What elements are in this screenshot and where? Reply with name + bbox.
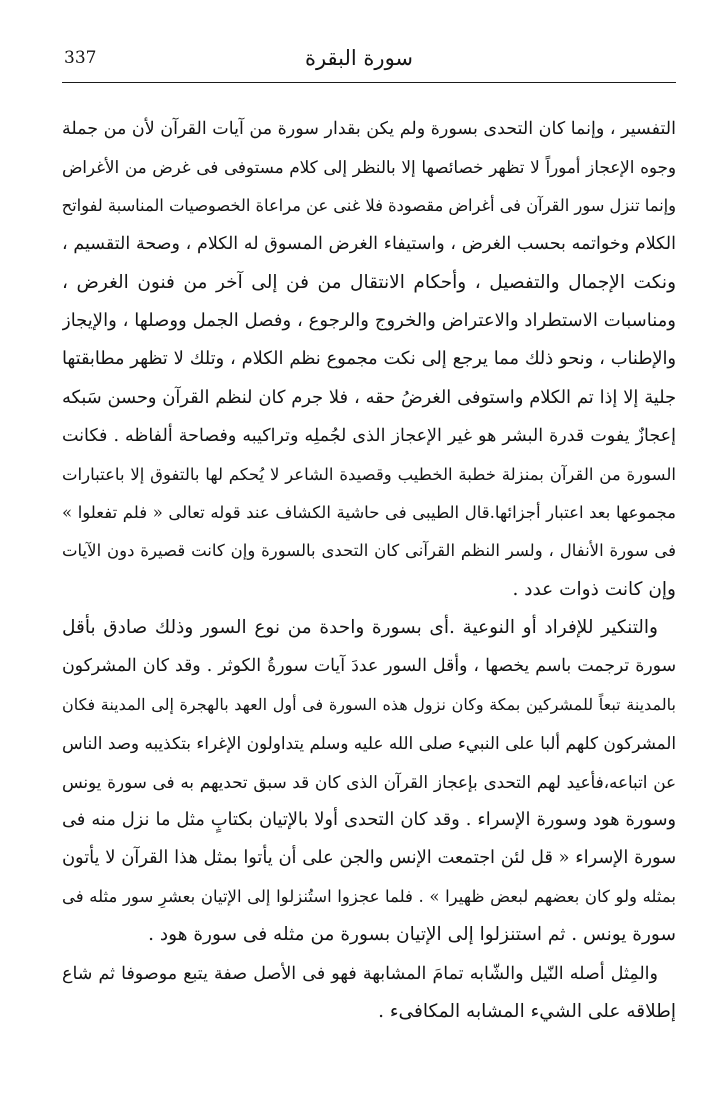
body-text bbox=[62, 110, 676, 1031]
text-line: بالمدينة تبعاً للمشركين بمكة وكان نزول هذه السورة فى أول العهد بالهجرة إلى المدينة فكان bbox=[62, 694, 676, 714]
paragraph-end-line: وإن كانت ذوات عدد . bbox=[512, 578, 676, 600]
page-number: 337 bbox=[64, 48, 97, 68]
text-line: وإنما تنزل سور القرآن فى أغراض مقصودة فلا غنى عن مراعاة الخصوصيات المناسبة لفواتح bbox=[62, 195, 676, 215]
paragraph-start-line: والمِثل أصله النّيل والشّابه تمامَ المشابهة فهو فى الأصل صفة يتبع موصوفا ثم شاع bbox=[62, 963, 658, 984]
running-header-title: سورة البقرة bbox=[304, 46, 414, 70]
text-line: إعجازٌ يفوت قدرة البشر هو غير الإعجاز الذى لجُملِه وتراكيبه وفصاحة ألفاظه . فكانت bbox=[62, 426, 676, 447]
text-line: جلية إلا إذا تم الكلام واستوفى الغرضُ حقه ، فلا جرم كان لنظم القرآن وحسن سَبكه bbox=[62, 387, 676, 408]
text-line: والإطناب ، ونحو ذلك مما يرجع إلى نكت مجموع نظم الكلام ، وتلك لا تظهر مطابقتها bbox=[62, 349, 676, 370]
text-line: مجموعها بعد اعتبار أجزائها.قال الطيبى فى حاشية الكشاف عند قوله تعالى « فلم تفعلوا » bbox=[62, 502, 676, 522]
text-line: ومناسبات الاستطراد والاعتراض والخروج والرجوع ، وفصل الجمل ووصلها ، والإيجاز bbox=[62, 309, 676, 331]
text-line: فى سورة الأنفال ، ولسر النظم القرآنى كان التحدى بالسورة وإن كانت قصيرة دون الآيات bbox=[62, 541, 676, 561]
text-line: المشركون كلهم ألبا على النبيء صلى الله عليه وسلم يتداولون الإغراء بتكذيبه وصد الناس bbox=[62, 733, 676, 754]
paragraph-start-line: والتنكير للإفراد أو النوعية .أى بسورة واحدة من نوع السور وذلك صادق بأقل bbox=[62, 617, 658, 639]
paragraph-end-line: إطلاقه على الشيء المشابه المكافىء . bbox=[378, 1000, 676, 1022]
text-line: سورة الإسراء « قل لئن اجتمعت الإنس والجن على أن يأتوا بمثل هذا القرآن لا يأتون bbox=[62, 848, 676, 869]
text-line: التفسير ، وإنما كان التحدى بسورة ولم يكن بقدار سورة من آيات القرآن لأن من جملة bbox=[62, 119, 676, 139]
text-line: سورة ترجمت باسم يخصها ، وأقل السور عددَ آيات سورةُ الكوثر . وقد كان المشركون bbox=[62, 656, 676, 677]
text-line: السورة من القرآن بمنزلة خطبة الخطيب وقصيدة الشاعر لا يُحكم لها بالتفوق إلا باعتبارات bbox=[62, 464, 676, 484]
text-line: بمثله ولو كان بعضهم لبعض ظهيرا » . فلما عجزوا استُنزلوا إلى الإتيان بعشرِ سور مثله فى bbox=[62, 886, 676, 906]
text-line: عن اتباعه،فأعيد لهم التحدى بإعجاز القرآن الذى كان قد سبق تحديهم به فى سورة يونس bbox=[62, 771, 676, 792]
header-divider bbox=[62, 82, 676, 83]
paragraph-end-line: سورة يونس . ثم استنزلوا إلى الإتيان بسورة من مثله فى سورة هود . bbox=[148, 924, 676, 946]
text-line: ونكت الإجمال والتفصيل ، وأحكام الانتقال من فن إلى آخر من فنون الغرض ، bbox=[62, 271, 676, 293]
text-line: وسورة هود وسورة الإسراء . وقد كان التحدى أولا بالإتيان بكتابٍ مثل ما نزل منه فى bbox=[62, 810, 676, 831]
text-line: وجوه الإعجاز أموراً لا تظهر خصائصها إلا بالنظر إلى كلام مستوفى فى غرض من الأغراض bbox=[62, 157, 676, 178]
text-line: الكلام وخواتمه بحسب الغرض ، واستيفاء الغرض المسوق له الكلام ، وصحة التقسيم ، bbox=[62, 234, 676, 255]
